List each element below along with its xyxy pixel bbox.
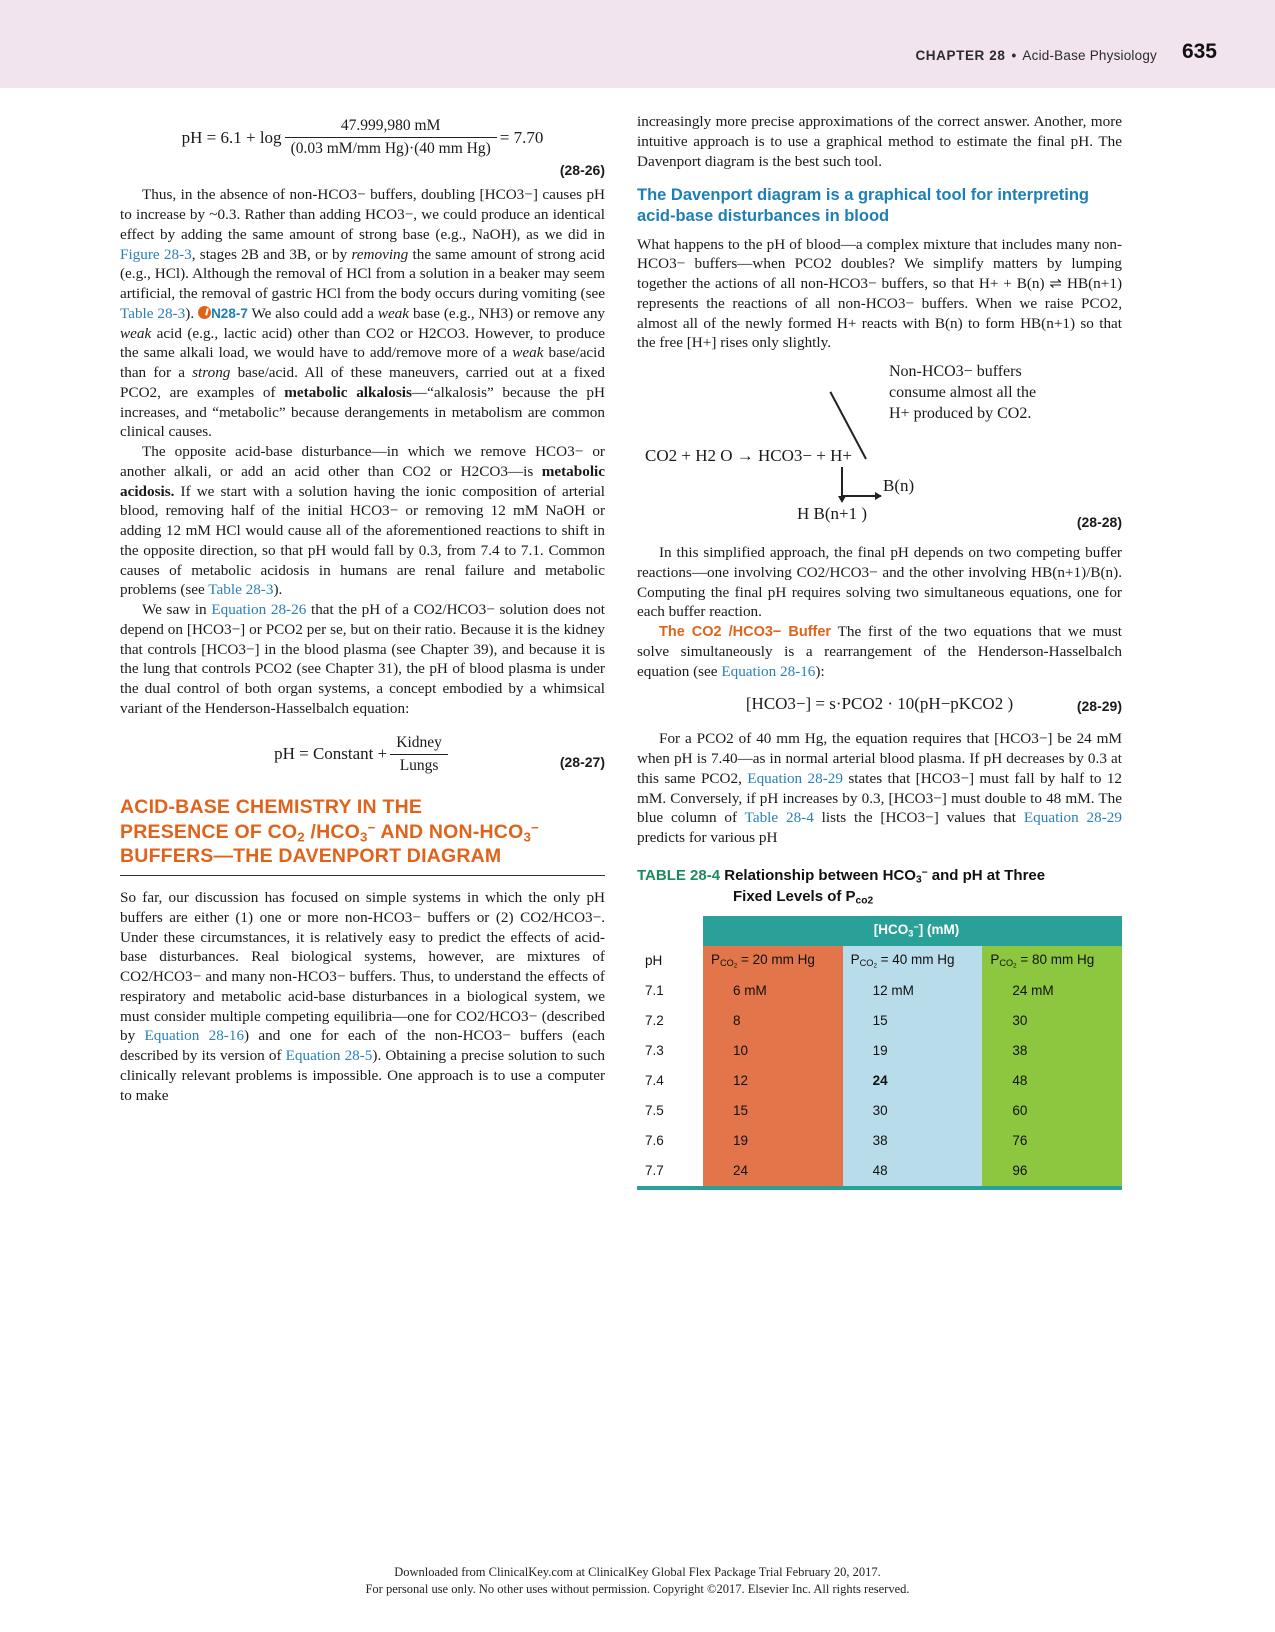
link-table-28-3-a[interactable]: Table 28-3 (120, 304, 186, 322)
p1-ital-weak-3: weak (512, 344, 544, 362)
eq-28-26-fraction (285, 116, 497, 159)
cell-pco2-40: 15 (843, 1006, 983, 1036)
p1-seg-b: , stages 2B and 3B, or by (191, 245, 352, 263)
cell-pco2-80: 38 (982, 1036, 1122, 1066)
p1-ital-strong: strong (192, 364, 231, 382)
p5-seg-c: lists the [HCO3−] values that (813, 809, 1024, 827)
link-equation-28-16-b[interactable]: Equation 28-16 (721, 662, 816, 680)
table-row (637, 1036, 1122, 1066)
p3-seg-b: that the pH of a CO2/HCO3− solution does not depend on [HCO3−] or PCO2 per se, but on their ratio. Because it is the kidney that controls [HCO3−] in the blood plasma (see Chapter 39), and because it is the lung that controls PCO2 (see Chapter 31), the pH of blood plasma is under the dual control of both organ systems, a concept embodied by a whimsical variant of the Henderson-Hasselbalch equation: (120, 601, 606, 717)
eq-28-27-numerator: Kidney (390, 733, 448, 755)
link-equation-28-26[interactable]: Equation 28-26 (211, 601, 307, 619)
cell-ph: 7.4 (637, 1066, 703, 1096)
paragraph-4 (120, 888, 605, 1105)
cell-ph: 7.1 (637, 976, 703, 1006)
cell-ph: 7.5 (637, 1096, 703, 1126)
p1-seg-i: base/acid. All of these maneuvers, carried out at a fixed PCO2, are examples of (120, 364, 605, 401)
header-pco2-40: $P_{CO_2} = 40$ mm Hg (843, 946, 983, 976)
table-title-line-2: Fixed Levels of $P_{co2}$ (733, 887, 874, 907)
section-rule (120, 875, 605, 876)
table-caption (637, 866, 1122, 908)
link-table-28-4[interactable]: Table 28-4 (744, 809, 814, 827)
link-equation-28-29-a[interactable]: Equation 28-29 (747, 769, 843, 787)
term-metabolic-acidosis: metabolic acidosis. (120, 462, 605, 500)
eq-28-26-denominator: (0.03 mM/mm Hg)·(40 mm Hg) (290, 140, 491, 158)
subsection-heading: The Davenport diagram is a graphical tool for interpreting acid-base disturbances in blood (637, 186, 1089, 225)
scheme-note-line-3: H+ produced by CO2. (889, 405, 1032, 423)
link-equation-28-29-b[interactable]: Equation 28-29 (1023, 809, 1122, 827)
eq-28-28-number: (28-28) (1076, 514, 1122, 530)
cell-pco2-20: 12 (703, 1066, 843, 1096)
scheme-annotation (889, 361, 1036, 424)
cell-pco2-40: 38 (843, 1126, 983, 1156)
table-label: TABLE 28-4 (637, 866, 721, 884)
scheme-28-28 (637, 361, 1122, 543)
p3-seg-a: We saw in (142, 601, 212, 619)
run-in-heading-co2-hco3-buffer: The CO2 /HCO3− Buffer (659, 624, 832, 640)
p5-seg-b: states that [HCO3−] must fall by half to 12 mM. Conversely, if pH increases by 0.3, [HCO3−] must double to 48 mM. The blue column of (637, 769, 1123, 827)
table-row (637, 1126, 1122, 1156)
paragraph-3 (120, 600, 605, 719)
section-heading-davenport: ACID-BASE CHEMISTRY IN THE PRESENCE OF $CO_2$ $/HCO_3^-$ AND NON-$HCO_3^-$ BUFFERS—THE DAVENPORT DIAGRAM (120, 796, 539, 868)
note-bullet-icon (198, 306, 211, 319)
p4r-seg-b: ): (815, 662, 825, 680)
equation-28-26 (120, 116, 605, 179)
p1-seg-j: —“alkalosis” because the pH increases, and “metabolic” because derangements in metabolism are common clinical causes. (120, 383, 605, 441)
p2-seg-b: If we start with a solution having the ionic composition of arterial blood, removing half of the initial HCO3− or removing 12 mM NaOH or adding 12 mM HCl would cause all of the aforementioned reactions to shift in the opposite direction, so that pH would fall by 0.3, from 7.4 to 7.1. Common causes of metabolic acidosis in humans are renal failure and metabolic problems (see (120, 482, 605, 599)
p1-seg-h: base/acid than for a (120, 344, 605, 382)
equation-28-27 (120, 733, 605, 776)
eq-28-26-number: (28-26) (559, 162, 605, 179)
footer-line-2: For personal use only. No other uses without permission. Copyright ©2017. Elsevier Inc. All rights reserved. (365, 1582, 910, 1597)
cell-pco2-20: 10 (703, 1036, 843, 1066)
p5-seg-a: For a PCO2 of 40 mm Hg, the equation requires that [HCO3−] be 24 mM when pH is 7.40—as in normal arterial blood plasma. If pH decreases by 0.3 at this same PCO2, (637, 730, 1122, 787)
scheme-vertical-arrow (841, 467, 843, 497)
cell-ph: 7.2 (637, 1006, 703, 1036)
cell-pco2-40: 24 (843, 1066, 983, 1096)
scheme-note-line-1: Non-HCO3− buffers (889, 363, 1022, 380)
cell-ph: 7.6 (637, 1126, 703, 1156)
paragraph-2 (120, 442, 605, 600)
p1-seg-e: We also could add a (247, 304, 378, 322)
p1-seg-d: ). (185, 304, 199, 322)
header-ph: pH (637, 946, 703, 976)
p2-seg-a: The opposite acid-base disturbance—in which we remove HCO3− or another alkali, or add an acid other than CO2 or H2CO3—is (120, 443, 605, 480)
page-footer (0, 1564, 1275, 1598)
eq-28-27-lhs: pH = Constant + (274, 744, 388, 764)
page-header-band (0, 0, 1275, 88)
p1-ital-removing: removing (351, 245, 409, 263)
table-bottom-rule (637, 1186, 1122, 1190)
p1-seg-g: acid (e.g., lactic acid) other than CO2 or H2CO3. However, to produce the same alkali load, we would have to add/remove more of a (120, 324, 605, 362)
footer-line-1: Downloaded from ClinicalKey.com at ClinicalKey Global Flex Package Trial February 20, 2017. (394, 1565, 881, 1580)
table-row (637, 1156, 1122, 1186)
eq-28-29-number: (28-29) (1076, 698, 1122, 715)
table-row (637, 1006, 1122, 1036)
cell-pco2-20: 19 (703, 1126, 843, 1156)
p4r-seg-a: The first of the two equations that we must solve simultaneously is a rearrangement of the Henderson-Hasselbalch equation (see (637, 623, 1123, 680)
table-row (637, 976, 1122, 1006)
cell-pco2-80: 60 (982, 1096, 1122, 1126)
eq-28-26-lhs: pH = 6.1 + log (181, 127, 282, 147)
cell-pco2-20: 8 (703, 1006, 843, 1036)
table-title-line-1: Relationship between $HCO_3^-$ and pH at Three (724, 866, 1046, 886)
eq-28-27-denominator: Lungs (399, 756, 439, 774)
page-number: 635 (1181, 40, 1217, 63)
right-column (637, 112, 1122, 1190)
p1-seg-c: the same amount of strong acid (e.g., HCl). Although the removal of HCl from a solution in a beaker may seem artificial, the removal of gastric HCl from the body occurs during vomiting (see (120, 245, 605, 303)
link-equation-28-16-a[interactable]: Equation 28-16 (144, 1027, 245, 1045)
eq-28-27-fraction (390, 733, 448, 776)
cell-pco2-40: 48 (843, 1156, 983, 1186)
cell-pco2-20: 15 (703, 1096, 843, 1126)
cell-pco2-20: 24 (703, 1156, 843, 1186)
chapter-subject: Acid-Base Physiology (1022, 48, 1157, 63)
right-paragraph-1: increasingly more precise approximations of the correct answer. Another, more intuitive approach is to use a graphical method to estimate the final pH. The Davenport diagram is the best such tool. (637, 113, 1122, 170)
cell-ph: 7.3 (637, 1036, 703, 1066)
p1-seg-f: base (e.g., NH3) or remove any (409, 304, 606, 322)
right-paragraph-4 (637, 622, 1122, 681)
note-n28-7[interactable]: N28-7 (211, 305, 248, 321)
link-equation-28-5[interactable]: Equation 28-5 (285, 1047, 373, 1064)
cell-pco2-80: 96 (982, 1156, 1122, 1186)
table-banner: $[HCO_3^-]$ (mM) (703, 916, 1122, 946)
table-28-4 (637, 866, 1122, 1190)
header-dot: • (1011, 48, 1017, 63)
equation-28-29 (637, 693, 1122, 715)
link-table-28-3-b[interactable]: Table 28-3 (208, 581, 274, 599)
cell-pco2-20: 6 mM (703, 976, 843, 1006)
cell-pco2-80: 48 (982, 1066, 1122, 1096)
cell-pco2-80: 76 (982, 1126, 1122, 1156)
p4-seg-a: So far, our discussion has focused on simple systems in which the only pH buffers are either (1) one or more non-HCO3− buffers or (2) CO2/HCO3−. Under these circumstances, it is relatively easy to predict the effects of acid-base disturbances. Real biological systems, however, are mixtures of CO2/HCO3− and many non-HCO3− buffers. Thus, to understand the effects of respiratory and metabolic acid-base disturbances in a biological system, we must consider multiple competing equilibria—one for CO2/HCO3− (described by (120, 889, 605, 1045)
scheme-note-line-2: consume almost all the (889, 384, 1037, 402)
p2-seg-c: ). (273, 581, 283, 599)
table-row (637, 1096, 1122, 1126)
scheme-reaction: CO2 + H2 O → HCO3− + H+ (645, 446, 852, 465)
cell-pco2-40: 19 (843, 1036, 983, 1066)
scheme-base-label: B(n) (883, 476, 915, 495)
paragraph-1 (120, 185, 605, 442)
header-pco2-80: $P_{CO_2} = 80$ mm Hg (982, 946, 1122, 976)
cell-ph: 7.7 (637, 1156, 703, 1186)
p5-seg-d: predicts for various pH (637, 829, 778, 847)
p1-ital-weak-2: weak (120, 324, 152, 342)
p4-seg-b: ) and one for each of the non-HCO3− buffers (each described by its version of (120, 1027, 606, 1064)
header-pco2-20: $P_{CO_2} = 20$ mm Hg (703, 946, 843, 976)
scheme-conjugate-acid-label: H B(n+1 ) (797, 504, 868, 523)
table-banner-row (637, 916, 1122, 946)
cell-pco2-40: 30 (843, 1096, 983, 1126)
right-paragraph-3: In this simplified approach, the final pH depends on two competing buffer reactions—one involving CO2/HCO3− and the other involving HB(n+1)/B(n). Computing the final pH requires solving two simultaneous equations, one for each buffer reaction. (637, 544, 1122, 621)
p1-seg-a: Thus, in the absence of non-HCO3− buffers, doubling [HCO3−] causes pH to increase by ~0.3. Rather than adding HCO3−, we could produce an identical effect by adding the same amount of strong base (e.g., NaOH), as we did in (120, 186, 605, 243)
running-head (915, 48, 1157, 63)
eq-28-29-expression: [HCO3−] = s·PCO2 · 10(pH−pKCO2 ) (745, 694, 1014, 714)
link-figure-28-3[interactable]: Figure 28-3 (120, 245, 192, 263)
scheme-horizontal-arrow (841, 495, 881, 497)
left-column (120, 112, 605, 1105)
banner-spacer (637, 916, 703, 946)
cell-pco2-80: 30 (982, 1006, 1122, 1036)
chapter-label: CHAPTER 28 (915, 48, 1006, 63)
eq-28-27-number: (28-27) (559, 753, 605, 770)
right-paragraph-2: What happens to the pH of blood—a complex mixture that includes many non-HCO3− buffers—when PCO2 doubles? We simplify matters by lumping together the actions of all non-HCO3− buffers, so that H+ + B(n) ⇌ HB(n+1) represents the reactions of all non-HCO3− buffers. When we raise PCO2, almost all of the newly formed H+ reacts with B(n) to form HB(n+1) so that the free [H+] rises only slightly. (637, 235, 1122, 352)
right-paragraph-5 (637, 729, 1122, 848)
p4-seg-c: ). Obtaining a precise solution to such clinically relevant problems is impossible. One approach is to use a computer to make (120, 1047, 605, 1104)
term-metabolic-alkalosis: metabolic alkalosis (284, 383, 412, 401)
cell-pco2-40: 12 mM (843, 976, 983, 1006)
eq-28-26-numerator: 47.999,980 mM (285, 116, 497, 138)
eq-28-26-rhs: = 7.70 (499, 127, 544, 147)
table-28-4-grid (637, 916, 1122, 1186)
table-header-row (637, 946, 1122, 976)
table-row (637, 1066, 1122, 1096)
cell-pco2-80: 24 mM (982, 976, 1122, 1006)
p1-ital-weak-1: weak (377, 304, 410, 322)
